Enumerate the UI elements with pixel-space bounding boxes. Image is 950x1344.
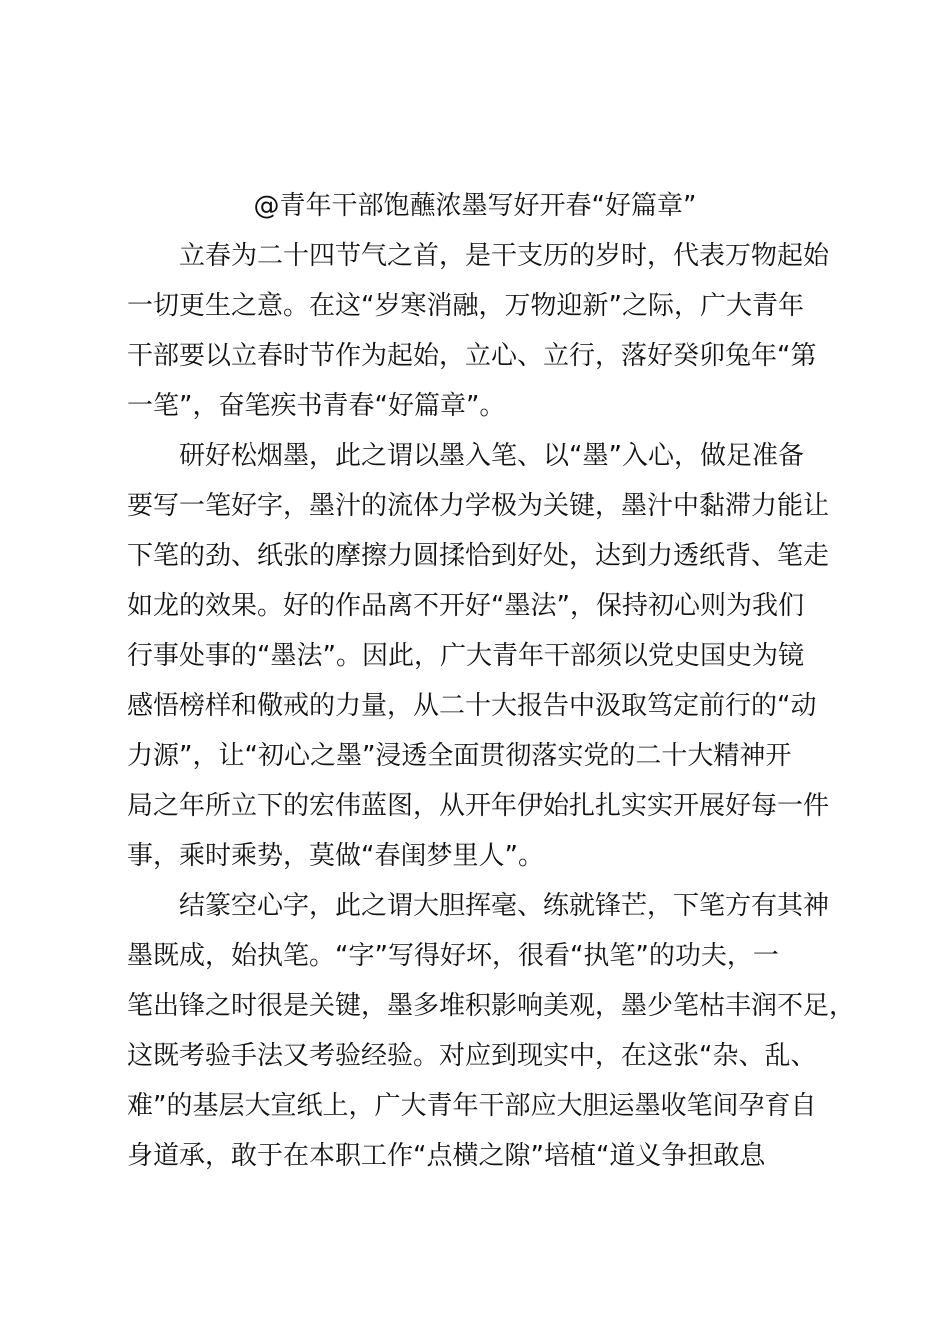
paragraph-2-line-6: 感悟榜样和儆戒的力量，从二十大报告中汲取笃定前行的“动 (127, 691, 817, 721)
paragraph-1-line-3: 干部要以立春时节作为起始，立心、立行，落好癸卯兔年“第 (127, 341, 817, 371)
paragraph-1-line-2: 一切更生之意。在这“岁寒消融，万物迎新”之际，广大青年 (127, 291, 804, 321)
paragraph-3-line-5: 难”的基层大宣纸上，广大青年干部应大胆运墨收笔间孕育自 (127, 1091, 817, 1121)
paragraph-1-line-4: 一笔”，奋笔疾书青春“好篇章”。 (127, 391, 506, 421)
paragraph-2-line-7: 力源”，让“初心之墨”浸透全面贯彻落实党的二十大精神开 (127, 741, 792, 771)
paragraph-2-line-1: 研好松烟墨，此之谓以墨入笔、以“墨”入心，做足准备 (179, 441, 804, 471)
paragraph-2-line-5: 行事处事的“墨法”。因此，广大青年干部须以党史国史为镜 (127, 641, 804, 671)
paragraph-2-line-3: 下笔的劲、纸张的摩擦力圆揉恰到好处，达到力透纸背、笔走 (127, 541, 830, 571)
paragraph-2-line-4: 如龙的效果。好的作品离不开好“墨法”，保持初心则为我们 (127, 591, 804, 621)
paragraph-2-line-9: 事，乘时乘势，莫做“春闺梦里人”。 (127, 841, 544, 871)
paragraph-3-line-4: 这既考验手法又考验经验。对应到现实中，在这张“杂、乱、 (127, 1041, 817, 1071)
paragraph-3-line-2: 墨既成，始执笔。“字”写得好坏，很看“执笔”的功夫，一 (127, 941, 779, 971)
paragraph-3-line-6: 身道承，敢于在本职工作“点横之隙”培植“道义争担敢息 (127, 1141, 766, 1171)
document-title: @青年干部饱蘸浓墨写好开春“好篇章” (253, 191, 697, 221)
paragraph-2-line-2: 要写一笔好字，墨汁的流体力学极为关键，墨汁中黏滞力能让 (127, 491, 830, 521)
paragraph-1-line-1: 立春为二十四节气之首，是干支历的岁时，代表万物起始 (179, 241, 830, 271)
document-body (127, 238, 856, 1188)
paragraph-3-line-3: 笔出锋之时很是关键，墨多堆积影响美观，墨少笔枯丰润不足， (127, 991, 856, 1021)
paragraph-2-line-8: 局之年所立下的宏伟蓝图，从开年伊始扎扎实实开展好每一件 (127, 791, 830, 821)
paragraph-3-line-1: 结篆空心字，此之谓大胆挥毫、练就锋芒，下笔方有其神 (179, 891, 830, 921)
